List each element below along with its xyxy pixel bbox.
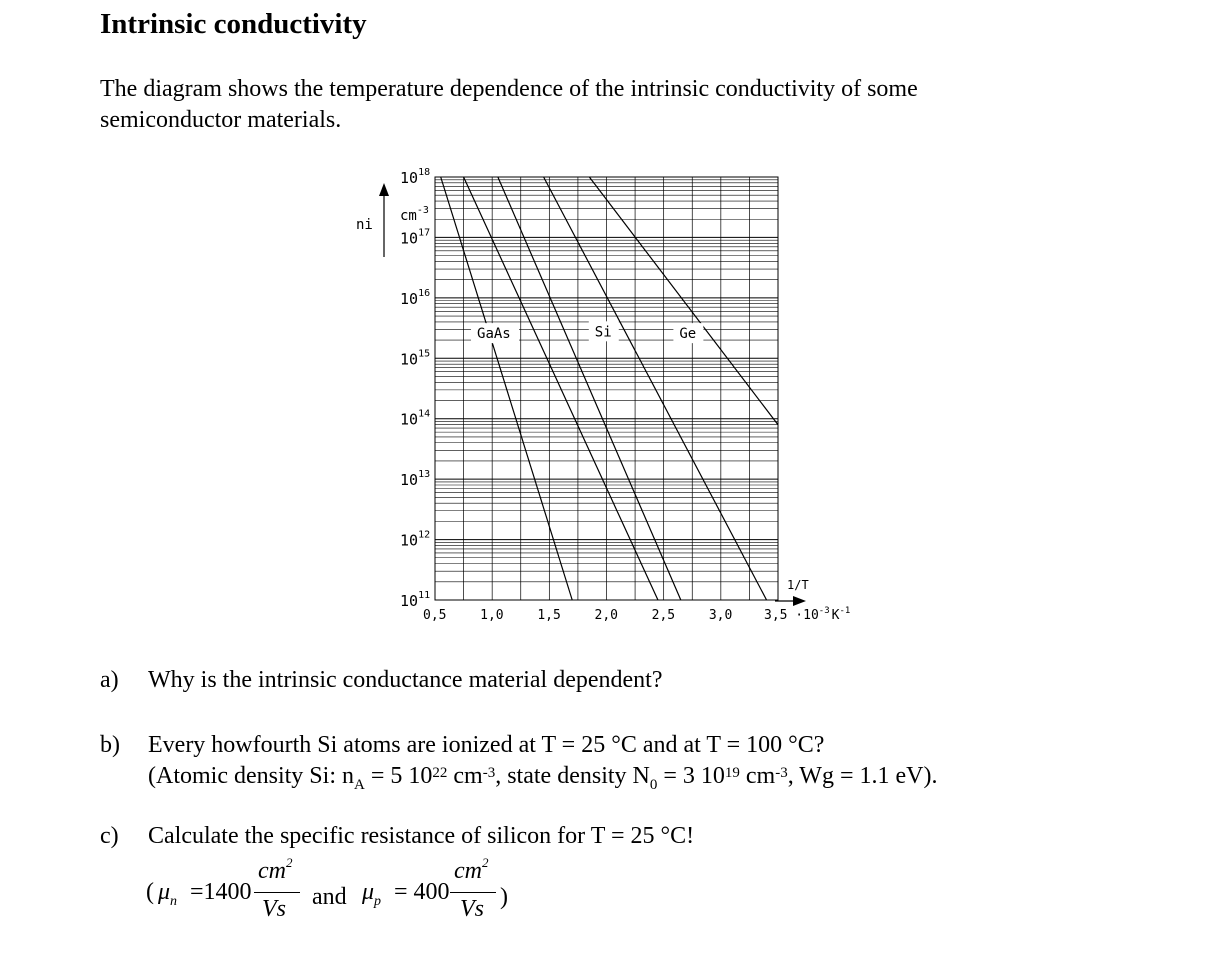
y-tick-label: $10^{16}$	[400, 287, 431, 308]
y-tick-label: $10^{12}$	[400, 529, 431, 550]
y-tick-label: $10^{11}$	[400, 590, 431, 610]
y-tick-label: $10^{15}$	[400, 348, 431, 369]
formula-mu-n: $\mu_n$	[158, 879, 178, 909]
formula-and: and	[312, 884, 347, 910]
chart-grid	[435, 177, 778, 600]
y-tick-label: $10^{18}$	[400, 167, 431, 187]
series-label-ge: Ge	[679, 326, 697, 343]
intro-paragraph: The diagram shows the temperature dependence of the intrinsic conductivity of some semiconductor materials.	[100, 76, 918, 133]
question-a-text: Why is the intrinsic conductance material dependent?	[148, 667, 663, 693]
question-a-letter: a)	[100, 667, 119, 693]
page-title: Intrinsic conductivity	[100, 8, 367, 40]
question-b-constants: (Atomic density Si: $n_A = 5$ $10^{22}$ $cm^{-3}$, state density $N_0 = 3$ $10^{19}$ $cm^{-3}$, Wg = 1.1 eV).	[148, 763, 938, 793]
y-axis-arrow-head	[379, 183, 389, 196]
question-b-text: Every howfourth Si atoms are ionized at T = 25 °C and at T = 100 °C?	[148, 732, 825, 758]
x-axis-label: 1/T	[787, 578, 809, 592]
x-tick-label: 2,0	[594, 608, 618, 623]
formula-unit-den-2: Vs	[460, 896, 484, 922]
formula-open-paren: (	[146, 879, 154, 905]
x-axis-arrow-head	[793, 596, 806, 606]
formula-unit-num-1: $cm^2$	[258, 855, 293, 884]
formula-unit-num-2: $cm^2$	[454, 855, 489, 884]
y-tick-label: $10^{13}$	[400, 469, 431, 490]
y-tick-label: $10^{14}$	[400, 408, 431, 429]
x-tick-label: 2,5	[651, 608, 676, 623]
chart-x-ticks	[423, 608, 732, 623]
formula-fraction-bar-1	[254, 892, 300, 893]
x-axis-unit: $3,5 \cdot 10^{-3}$ $K^{-1}$	[764, 606, 851, 623]
y-axis-unit: $cm^{-3}$	[400, 205, 429, 224]
series-label-si: Si	[594, 324, 612, 341]
formula-mu-p-value: = 400	[394, 879, 450, 905]
series-label-gaas: GaAs	[477, 326, 511, 343]
conductivity-chart	[350, 165, 880, 635]
chart-y-ticks	[396, 165, 434, 610]
x-tick-label: 1,5	[537, 608, 561, 623]
question-b-letter: b)	[100, 732, 120, 758]
question-c-text: Calculate the specific resistance of silicon for T = 25 °C!	[148, 823, 695, 849]
y-axis-label: ni	[356, 217, 373, 233]
formula-mu-p: $\mu_p$	[362, 879, 382, 909]
formula-mu-n-value: =1400	[190, 879, 252, 905]
x-tick-label: 1,0	[480, 608, 504, 623]
mobility-formula	[146, 855, 566, 928]
question-c-letter: c)	[100, 823, 119, 849]
formula-unit-den-1: Vs	[262, 896, 286, 922]
formula-fraction-bar-2	[450, 892, 496, 893]
y-tick-label: $10^{17}$	[400, 227, 431, 248]
formula-close-paren: )	[500, 884, 508, 910]
x-tick-label: 3,0	[708, 608, 733, 623]
x-tick-label: 0,5	[423, 608, 447, 623]
